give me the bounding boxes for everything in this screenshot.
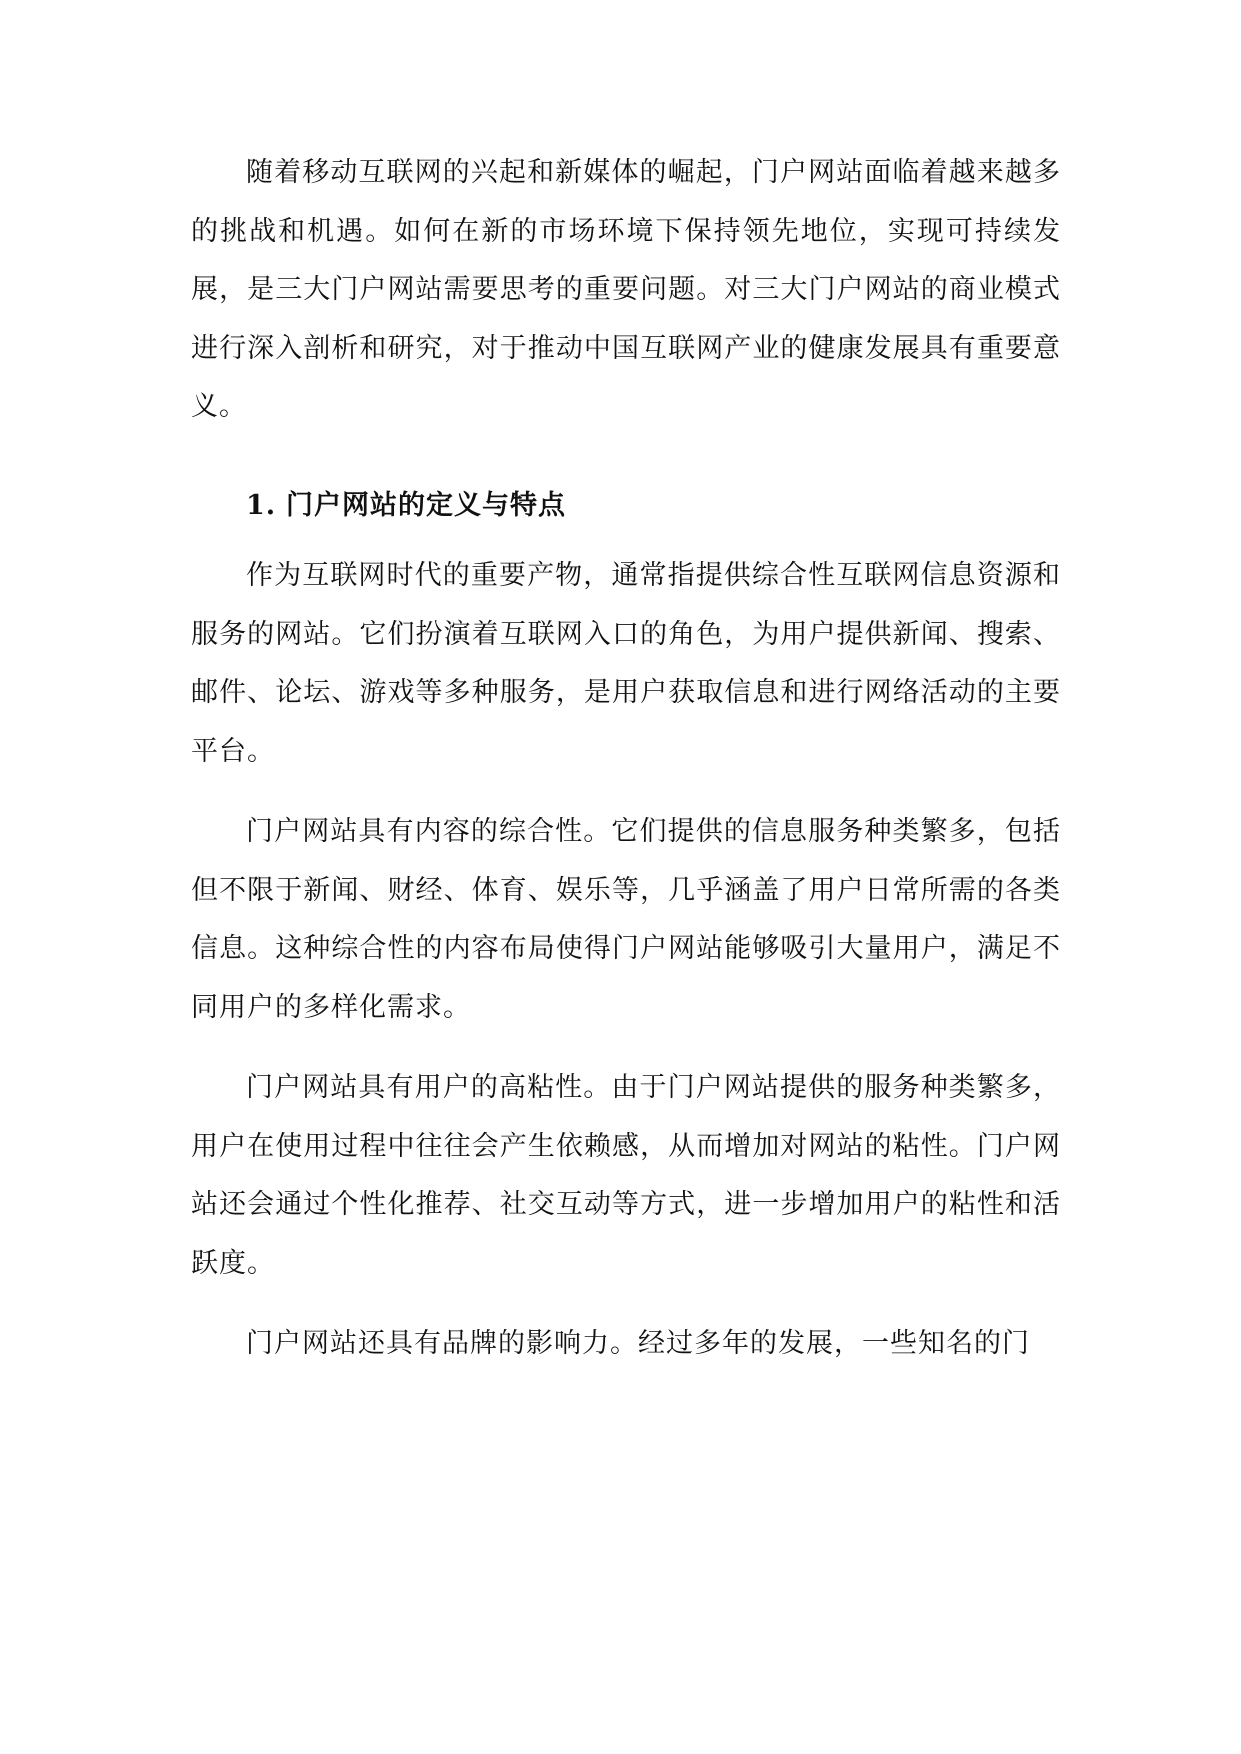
section-heading (191, 477, 1061, 536)
body-paragraph: 作为互联网时代的重要产物，通常指提供综合性互联网信息资源和服务的网站。它们扮演着互联网入口的角色，为用户提供新闻、搜索、邮件、论坛、游戏等多种服务，是用户获取信息和进行网络活动的主要平台。 (191, 560, 1061, 767)
body-paragraph: 门户网站具有用户的高粘性。由于门户网站提供的服务种类繁多，用户在使用过程中往往会产生依赖感，从而增加对网站的粘性。门户网站还会通过个性化推荐、社交互动等方式，进一步增加用户的粘性和活跃度。 (191, 1072, 1061, 1279)
paragraph-spacer (191, 1293, 1061, 1315)
body-paragraph: 门户网站还具有品牌的影响力。经过多年的发展，一些知名的门 (246, 1328, 1030, 1359)
section-number: 1. (246, 489, 277, 521)
paragraph-spacer (191, 1037, 1061, 1059)
section-gap (191, 437, 1061, 477)
section-title: 门户网站的定义与特点 (286, 489, 566, 521)
body-paragraph: 门户网站具有内容的综合性。它们提供的信息服务种类繁多，包括但不限于新闻、财经、体育、娱乐等，几乎涵盖了用户日常所需的各类信息。这种综合性的内容布局使得门户网站能够吸引大量用户，满足不同用户的多样化需求。 (191, 816, 1061, 1023)
intro-paragraph: 随着移动互联网的兴起和新媒体的崛起，门户网站面临着越来越多的挑战和机遇。如何在新的市场环境下保持领先地位，实现可持续发展，是三大门户网站需要思考的重要问题。对三大门户网站的商业模式进行深入剖析和研究，对于推动中国互联网产业的健康发展具有重要意义。 (191, 157, 1061, 422)
document-body (191, 144, 1061, 1374)
paragraph-spacer (191, 781, 1061, 803)
